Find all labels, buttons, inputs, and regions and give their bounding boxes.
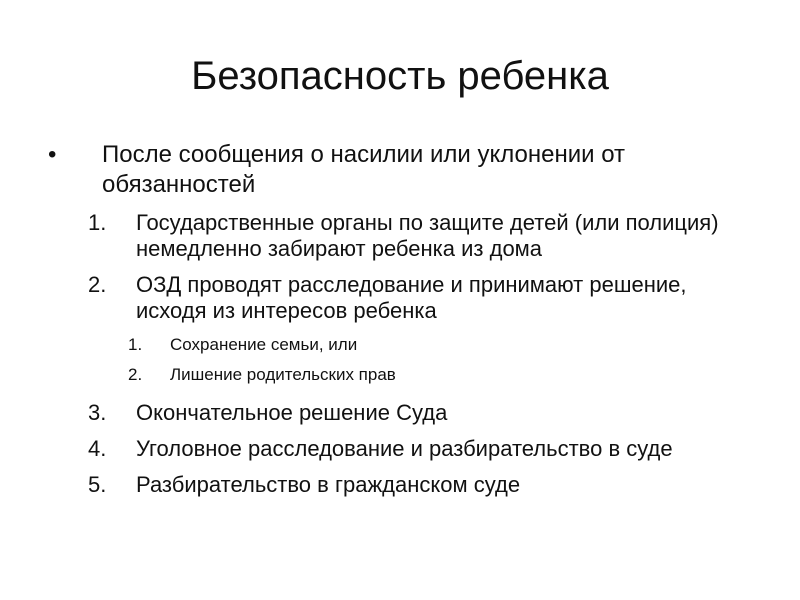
substeps-list xyxy=(40,334,760,386)
steps-list-continued xyxy=(40,400,760,498)
step-number: 5. xyxy=(88,472,107,497)
substep-number: 1. xyxy=(128,335,143,354)
step-text: ОЗД проводят расследование и принимают решение, исходя из интересов ребенка xyxy=(136,272,687,323)
bullet-icon: • xyxy=(48,141,57,168)
step-item xyxy=(40,210,760,262)
bullet-item xyxy=(40,140,760,200)
substep-text: Лишение родительских прав xyxy=(170,365,396,384)
step-text: Уголовное расследование и разбирательство в суде xyxy=(136,436,673,461)
step-item xyxy=(40,436,760,462)
substep-item xyxy=(40,364,760,386)
step-item xyxy=(40,472,760,498)
step-text: Государственные органы по защите детей (или полиция) немедленно забирают ребенка из дома xyxy=(136,210,719,261)
slide-title: Безопасность ребенка xyxy=(191,54,609,98)
substep-text: Сохранение семьи, или xyxy=(170,335,358,354)
slide-content xyxy=(40,140,760,508)
step-text: Разбирательство в гражданском суде xyxy=(136,472,521,497)
step-number: 4. xyxy=(88,436,107,461)
bullet-text: После сообщения о насилии или уклонении от обязанностей xyxy=(102,141,626,198)
substep-number: 2. xyxy=(128,365,143,384)
step-number: 2. xyxy=(88,272,107,297)
step-text: Окончательное решение Суда xyxy=(136,400,448,425)
steps-list xyxy=(40,210,760,324)
step-number: 3. xyxy=(88,400,107,425)
step-number: 1. xyxy=(88,210,107,235)
substep-item xyxy=(40,334,760,356)
step-item xyxy=(40,400,760,426)
step-item xyxy=(40,272,760,324)
